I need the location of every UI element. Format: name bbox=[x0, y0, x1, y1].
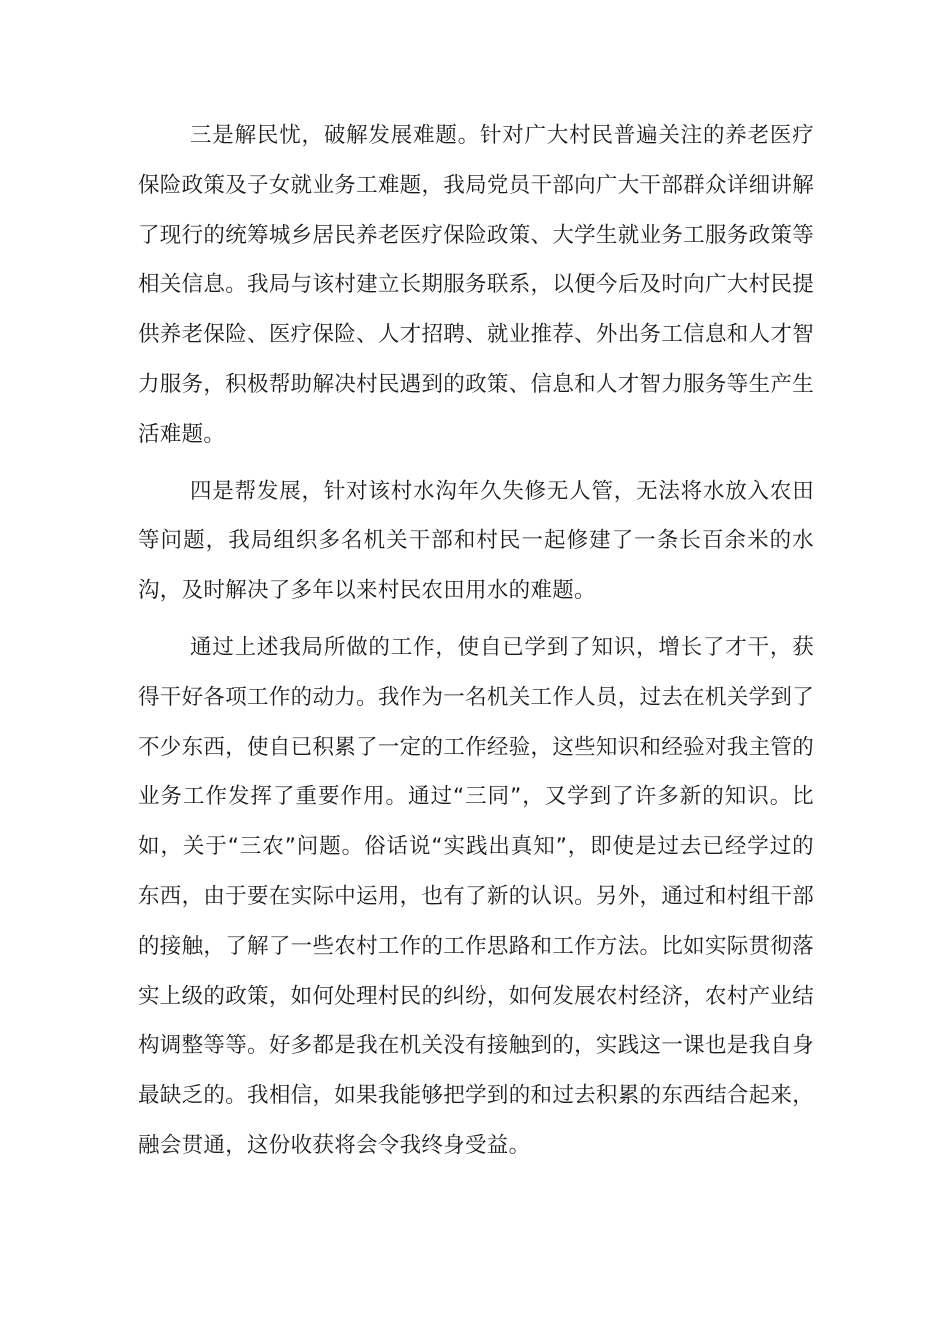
paragraph-pension-healthcare: 三是解民忧，破解发展难题。针对广大村民普遍关注的养老医疗保险政策及子女就业务工难题，我局党员干部向广大干部群众详细讲解了现行的统筹城乡居民养老医疗保险政策、大学生就业务工服务政策等相关信息。我局与该村建立长期服务联系，以便今后及时向广大村民提供养老保险、医疗保险、人才招聘、就业推荐、外出务工信息和人才智力服务，积极帮助解决村民遇到的政策、信息和人才智力服务等生产生活难题。 bbox=[138, 123, 814, 447]
document-page bbox=[138, 111, 814, 1178]
paragraph-irrigation-ditch: 四是帮发展，针对该村水沟年久失修无人管，无法将水放入农田等问题，我局组织多名机关干部和村民一起修建了一条长百余米的水沟，及时解决了多年以来村民农田用水的难题。 bbox=[138, 478, 814, 604]
paragraph-reflection: 通过上述我局所做的工作，使自已学到了知识，增长了才干，获得干好各项工作的动力。我作为一名机关工作人员，过去在机关学到了不少东西，使自已积累了一定的工作经验，这些知识和经验对我主管的业务工作发挥了重要作用。通过“三同”，又学到了许多新的知识。比如，关于“三农”问题。俗话说“实践出真知”，即使是过去已经学过的东西，由于要在实际中运用，也有了新的认识。另外，通过和村组干部的接触，了解了一些农村工作的工作思路和工作方法。比如实际贯彻落实上级的政策，如何处理村民的纠纷，如何发展农村经济，农村产业结构调整等等。好多都是我在机关没有接触到的，实践这一课也是我自身最缺乏的。我相信，如果我能够把学到的和过去积累的东西结合起来，融会贯通，这份收获将会令我终身受益。 bbox=[138, 634, 814, 1158]
